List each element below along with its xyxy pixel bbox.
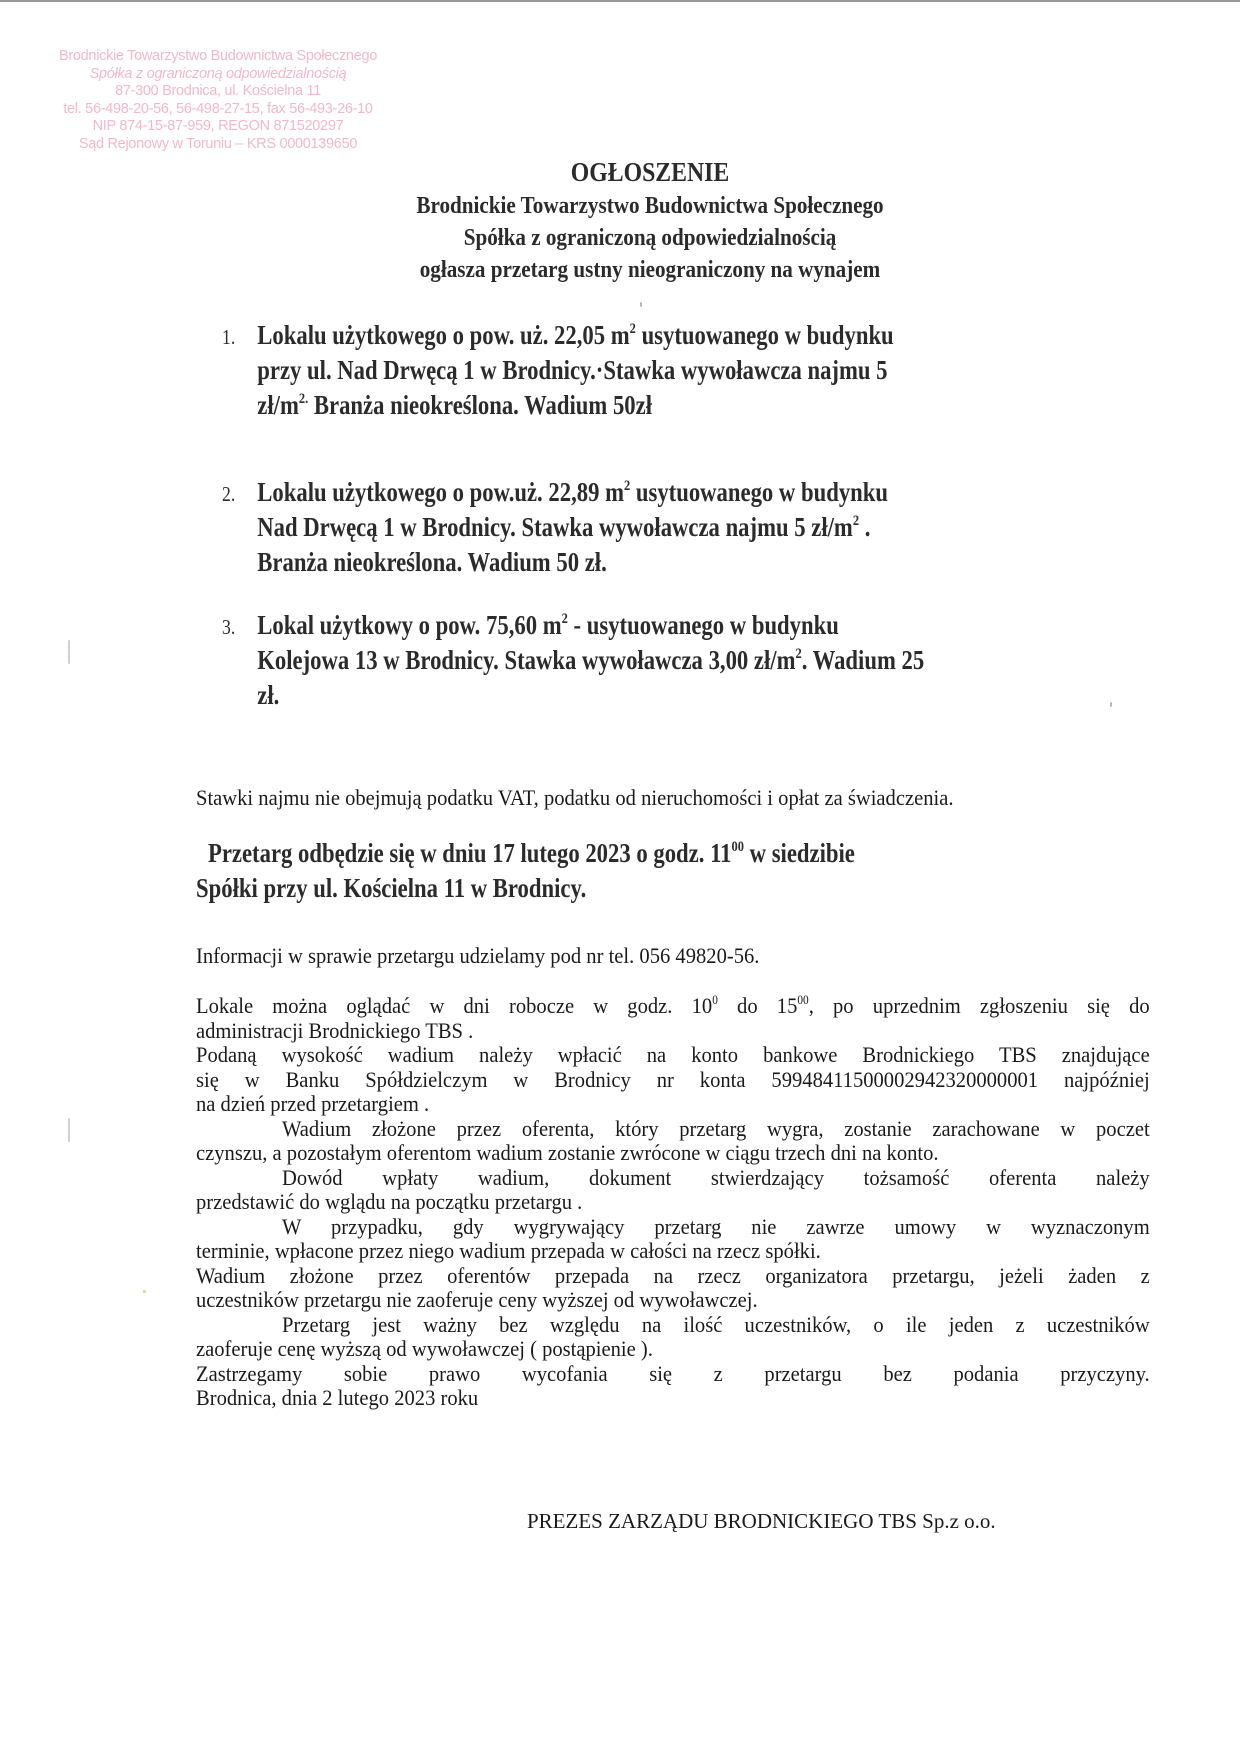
deposit-line: Podaną wysokość wadium należy wpłacić na konto bankowe Brodnickiego TBS znajdujące <box>196 1042 1150 1067</box>
list-item <box>222 475 978 580</box>
list-item <box>222 318 978 423</box>
viewing-text: Lokale można oglądać w dni robocze w godz. 10 <box>196 993 713 1018</box>
superscript: 2 <box>629 320 636 337</box>
place-date: Brodnica, dnia 2 lutego 2023 roku <box>196 1385 479 1410</box>
item-text: usytuowanego w budynku <box>635 320 894 350</box>
list-item <box>222 608 978 713</box>
stamp-line: Brodnickie Towarzystwo Budownictwa Społecznego <box>59 48 377 64</box>
scan-edge <box>0 0 1240 2</box>
item-text: Lokal użytkowy o pow. 75,60 m <box>257 610 562 640</box>
item-text: usytuowanego w budynku <box>630 477 889 507</box>
deposit-line: się w Banku Spółdzielczym w Brodnicy nr konta 59948411500002942320000001 najpóźniej <box>196 1066 1150 1092</box>
organizer-line: uczestników przetargu nie zaoferuje ceny wyższej od wywoławczej. <box>196 1287 758 1312</box>
superscript: 0 <box>712 992 718 1007</box>
item-text: Lokalu użytkowego o pow.uż. 22,89 m <box>257 477 624 507</box>
header-line: Spółka z ograniczoną odpowiedzialnością <box>463 225 837 251</box>
item-text: Kolejowa 13 w Brodnicy. Stawka wywoławcza 3,00 zł/m <box>257 645 796 675</box>
deposit-line: na dzień przed przetargiem . <box>196 1091 430 1116</box>
stamp-line: Spółka z ograniczoną odpowiedzialnością <box>89 65 347 82</box>
document-title: OGŁOSZENIE <box>570 157 730 187</box>
tender-text: Przetarg odbędzie się w dniu 17 lutego 2023 o godz. 11 <box>208 838 732 868</box>
scan-speck <box>68 1118 70 1142</box>
header-line: ogłasza przetarg ustny nieograniczony na wynajem <box>419 257 881 283</box>
item-text: przy ul. Nad Drwęcą 1 w Brodnicy.·Stawka wywoławcza najmu 5 <box>257 355 888 385</box>
item-text: . <box>859 512 871 542</box>
stamp-line: tel. 56-498-20-56, 56-498-27-15, fax 56-493-26-10 <box>63 100 373 117</box>
item-text: Branża nieokreślona. Wadium 50 zł. <box>257 547 607 577</box>
proof-line: przedstawić do wglądu na początku przetargu . <box>196 1189 583 1214</box>
superscript: 2 <box>795 645 802 662</box>
organizer-line: Wadium złożone przez oferentów przepada na rzecz organizatora przetargu, jeżeli żaden z <box>196 1262 1150 1288</box>
scan-speck <box>1110 702 1112 707</box>
forfeit-line: terminie, wpłacone przez niego wadium przepada w całości na rzecz spółki. <box>196 1238 821 1263</box>
item-number: 3. <box>222 615 236 639</box>
stamp-line: Sąd Rejonowy w Toruniu – KRS 0000139650 <box>78 135 358 152</box>
item-text: Lokalu użytkowego o pow. uż. 22,05 m <box>257 320 630 350</box>
item-text: zł. <box>257 680 280 710</box>
superscript: 2. <box>298 390 309 407</box>
superscript: 2 <box>852 512 860 529</box>
info-phone: Informacji w sprawie przetargu udzielamy pod nr tel. 056 49820-56. <box>196 943 760 968</box>
valid-line: zaoferuje cenę wyższą od wywoławczej ( postąpienie ). <box>196 1336 653 1361</box>
superscript: 00 <box>731 838 744 855</box>
proof-line: Dowód wpłaty wadium, dokument stwierdzający tożsamość oferenta należy <box>282 1164 1150 1190</box>
item-text: . Wadium 25 <box>801 645 925 675</box>
header-line: Brodnickie Towarzystwo Budownictwa Społecznego <box>416 193 884 219</box>
superscript: 2 <box>561 610 568 627</box>
signature: PREZES ZARZĄDU BRODNICKIEGO TBS Sp.z o.o. <box>527 1509 996 1533</box>
item-text: - usytuowanego w budynku <box>567 610 839 640</box>
item-text: zł/m <box>257 390 299 420</box>
tender-date <box>208 836 1056 871</box>
terms-paragraphs <box>196 1043 1150 1411</box>
winner-line: Wadium złożone przez oferenta, który przetarg wygra, zostanie zarachowane w poczet <box>282 1115 1150 1141</box>
item-number: 2. <box>222 482 236 506</box>
announcement-header <box>342 154 958 286</box>
item-text: Branża nieokreślona. Wadium 50zł <box>308 390 653 420</box>
superscript: 00 <box>797 992 809 1007</box>
viewing-text: do 15 <box>717 993 798 1018</box>
stamp-line: NIP 874-15-87-959, REGON 871520297 <box>92 118 344 134</box>
item-number: 1. <box>222 325 236 349</box>
reserve-line: Zastrzegamy sobie prawo wycofania się z przetargu bez podania przyczyny. <box>196 1360 1150 1386</box>
tender-place: Spółki przy ul. Kościelna 11 w Brodnicy. <box>196 873 587 903</box>
scan-speck <box>68 640 70 664</box>
winner-line: czynszu, a pozostałym oferentom wadium zostanie zwrócone w ciągu trzech dni na konto. <box>196 1140 939 1165</box>
stamp-line: 87-300 Brodnica, ul. Kościelna 11 <box>115 83 321 99</box>
valid-line: Przetarg jest ważny bez względu na ilość uczestników, o ile jeden z uczestników <box>282 1311 1150 1337</box>
scan-speck <box>640 302 642 307</box>
viewing-text: , po uprzednim zgłoszeniu się do <box>808 993 1150 1018</box>
tender-text: w siedzibie <box>743 838 855 868</box>
company-stamp <box>48 48 388 153</box>
viewing-hours <box>196 994 1150 1043</box>
forfeit-line: W przypadku, gdy wygrywający przetarg nie zawrze umowy w wyznaczonym <box>282 1213 1150 1239</box>
superscript: 2 <box>623 477 631 494</box>
vat-note: Stawki najmu nie obejmują podatku VAT, podatku od nieruchomości i opłat za świadczenia. <box>196 785 954 810</box>
item-text: Nad Drwęcą 1 w Brodnicy. Stawka wywoławcza najmu 5 zł/m <box>257 512 853 542</box>
scan-speck <box>143 1290 146 1293</box>
viewing-text: administracji Brodnickiego TBS . <box>196 1017 474 1043</box>
